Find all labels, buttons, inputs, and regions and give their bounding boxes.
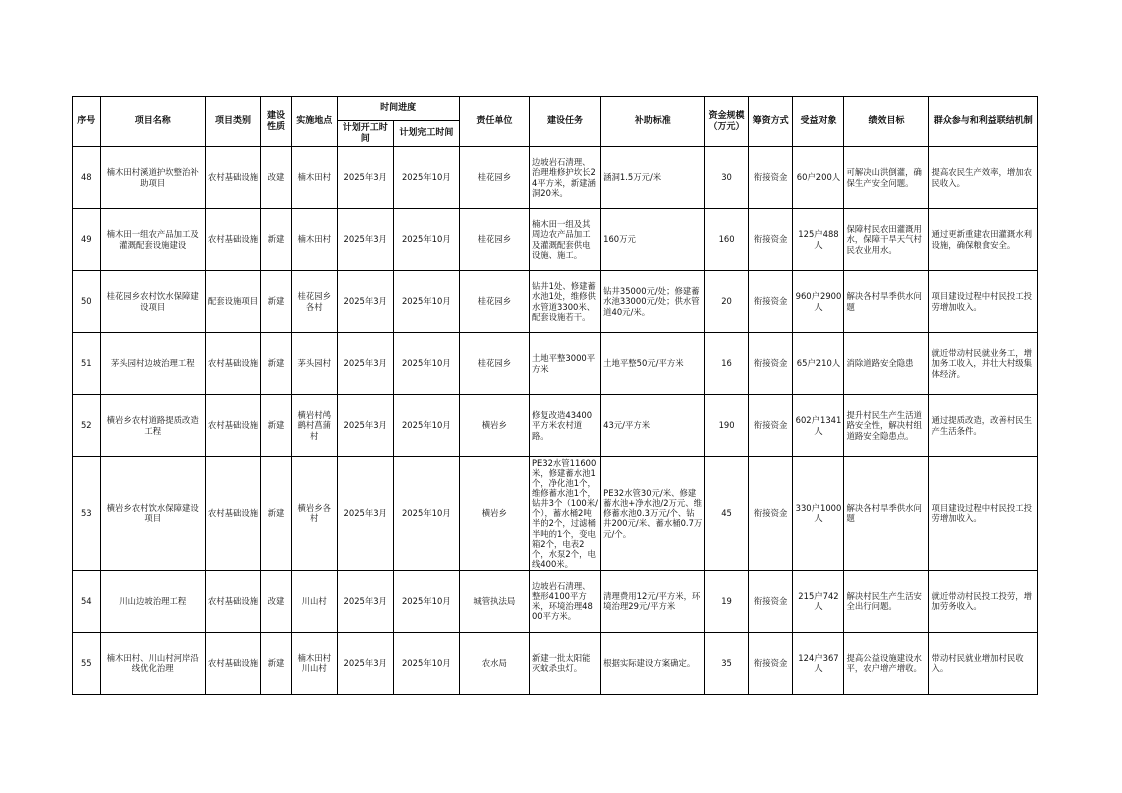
cell-start: 2025年3月: [337, 570, 393, 632]
table-row: [73, 271, 1038, 333]
cell-seq: 52: [73, 395, 101, 457]
cell-nature: 新建: [261, 632, 292, 694]
cell-beneficiary: 65户210人: [793, 333, 844, 395]
cell-seq: 50: [73, 271, 101, 333]
header-task: 建设任务: [529, 97, 600, 147]
cell-subsidy: 160万元: [601, 209, 705, 271]
cell-nature: 改建: [261, 147, 292, 209]
cell-fund: 19: [705, 570, 749, 632]
cell-goal: 解决村民生产生活安全出行问题。: [844, 570, 929, 632]
cell-task: 边坡岩石清理、治理堆修护坎长24平方米，新建涵洞20米。: [529, 147, 600, 209]
header-location: 实施地点: [291, 97, 337, 147]
cell-task: 修复改造43400平方米农村道路。: [529, 395, 600, 457]
cell-mechanism: 通过提质改造，改善村民生产生活条件。: [929, 395, 1038, 457]
cell-task: 边坡岩石清理、整形4100平方米，环境治理4800平方米。: [529, 570, 600, 632]
cell-subsidy: 根据实际建设方案确定。: [601, 632, 705, 694]
cell-location: 横岩乡各村: [291, 457, 337, 571]
cell-seq: 55: [73, 632, 101, 694]
header-start: 计划开工时间: [337, 121, 393, 147]
header-fund: 资金规模（万元）: [705, 97, 749, 147]
cell-subsidy: PE32水管30元/米、修建蓄水池+净水池/2万元、维修蓄水池0.3万元/个、钻井200元/米、蓄水桶0.7万元/个。: [601, 457, 705, 571]
cell-seq: 49: [73, 209, 101, 271]
cell-beneficiary: 602户1341人: [793, 395, 844, 457]
table-row: [73, 333, 1038, 395]
cell-start: 2025年3月: [337, 632, 393, 694]
cell-mechanism: 带动村民就业增加村民收入。: [929, 632, 1038, 694]
cell-category: 农村基础设施: [205, 457, 260, 571]
header-schedule: 时间进度: [337, 97, 459, 121]
header-nature: 建设性质: [261, 97, 292, 147]
cell-end: 2025年10月: [393, 570, 459, 632]
cell-subsidy: 钻井35000元/处；修建蓄水池33000元/处；供水管道40元/米。: [601, 271, 705, 333]
cell-project-name: 楠木田村溪道护坎整治补助项目: [100, 147, 205, 209]
header-end: 计划完工时间: [393, 121, 459, 147]
cell-unit: 桂花园乡: [459, 333, 529, 395]
cell-end: 2025年10月: [393, 147, 459, 209]
table-row: [73, 147, 1038, 209]
cell-beneficiary: 60户200人: [793, 147, 844, 209]
cell-goal: 解决各村旱季供水问题: [844, 271, 929, 333]
table-row: [73, 632, 1038, 694]
cell-mechanism: 就近带动村民投工投劳，增加劳务收入。: [929, 570, 1038, 632]
cell-category: 农村基础设施: [205, 395, 260, 457]
cell-category: 农村基础设施: [205, 209, 260, 271]
cell-project-name: 楠木田村、川山村河岸沿线优化治理: [100, 632, 205, 694]
cell-start: 2025年3月: [337, 457, 393, 571]
cell-location: 川山村: [291, 570, 337, 632]
cell-fund: 190: [705, 395, 749, 457]
cell-seq: 51: [73, 333, 101, 395]
cell-location: 桂花园乡各村: [291, 271, 337, 333]
cell-goal: 提高公益设施建设水平，农户增产增收。: [844, 632, 929, 694]
cell-end: 2025年10月: [393, 333, 459, 395]
cell-location: 楠木田村川山村: [291, 632, 337, 694]
cell-mechanism: 提高农民生产效率，增加农民收入。: [929, 147, 1038, 209]
cell-fund: 16: [705, 333, 749, 395]
cell-category: 配套设施项目: [205, 271, 260, 333]
cell-goal: 保障村民农田灌溉用水，保障干旱天气村民农业用水。: [844, 209, 929, 271]
cell-mechanism: 就近带动村民就业务工，增加务工收入，并壮大村级集体经济。: [929, 333, 1038, 395]
cell-location: 横岩村鸬鹚村菖蒲村: [291, 395, 337, 457]
cell-unit: 城管执法局: [459, 570, 529, 632]
cell-nature: 新建: [261, 271, 292, 333]
cell-fund: 160: [705, 209, 749, 271]
cell-start: 2025年3月: [337, 395, 393, 457]
cell-unit: 横岩乡: [459, 395, 529, 457]
cell-funding: 衔接资金: [748, 570, 793, 632]
cell-unit: 桂花园乡: [459, 271, 529, 333]
header-unit: 责任单位: [459, 97, 529, 147]
cell-nature: 新建: [261, 457, 292, 571]
cell-subsidy: 土地平整50元/平方米: [601, 333, 705, 395]
cell-location: 楠木田村: [291, 147, 337, 209]
cell-mechanism: 项目建设过程中村民投工投劳增加收入。: [929, 457, 1038, 571]
cell-goal: 解决各村旱季供水问题: [844, 457, 929, 571]
cell-project-name: 横岩乡农村饮水保障建设项目: [100, 457, 205, 571]
cell-category: 农村基础设施: [205, 570, 260, 632]
cell-fund: 35: [705, 632, 749, 694]
cell-nature: 改建: [261, 570, 292, 632]
header-goal: 绩效目标: [844, 97, 929, 147]
cell-goal: 消除道路安全隐患: [844, 333, 929, 395]
cell-location: 茅头园村: [291, 333, 337, 395]
cell-beneficiary: 125户488人: [793, 209, 844, 271]
cell-funding: 衔接资金: [748, 209, 793, 271]
table-row: [73, 395, 1038, 457]
cell-location: 楠木田村: [291, 209, 337, 271]
cell-task: 楠木田一组及其周边农产品加工及灌溉配套供电设施、施工。: [529, 209, 600, 271]
header-name: 项目名称: [100, 97, 205, 147]
cell-subsidy: 43元/平方米: [601, 395, 705, 457]
cell-start: 2025年3月: [337, 271, 393, 333]
cell-end: 2025年10月: [393, 395, 459, 457]
project-table: [72, 96, 1038, 695]
cell-task: 钻井1处、修建蓄水池1处，维修供水管道3300米、配套设施若干。: [529, 271, 600, 333]
cell-start: 2025年3月: [337, 333, 393, 395]
cell-seq: 53: [73, 457, 101, 571]
header-funding: 筹资方式: [748, 97, 793, 147]
cell-project-name: 桂花园乡农村饮水保障建设项目: [100, 271, 205, 333]
header-category: 项目类别: [205, 97, 260, 147]
cell-subsidy: 清理费用12元/平方米，环境治理29元/平方米: [601, 570, 705, 632]
cell-nature: 新建: [261, 209, 292, 271]
cell-nature: 新建: [261, 333, 292, 395]
cell-subsidy: 涵洞1.5万元/米: [601, 147, 705, 209]
cell-task: 土地平整3000平方米: [529, 333, 600, 395]
cell-fund: 45: [705, 457, 749, 571]
header-row: [73, 97, 1038, 121]
cell-start: 2025年3月: [337, 209, 393, 271]
cell-beneficiary: 960户2900人: [793, 271, 844, 333]
cell-end: 2025年10月: [393, 457, 459, 571]
table-row: [73, 209, 1038, 271]
cell-beneficiary: 124户367人: [793, 632, 844, 694]
table-row: [73, 457, 1038, 571]
cell-unit: 农水局: [459, 632, 529, 694]
table-row: [73, 570, 1038, 632]
cell-funding: 衔接资金: [748, 271, 793, 333]
cell-category: 农村基础设施: [205, 632, 260, 694]
cell-task: PE32水管11600米，修建蓄水池1个，净化池1个，维修蓄水池1个，钻井3个（100米/个），蓄水桶2吨半的2个，过滤桶半吨的1个，变电箱2个，电表2个，水泵2个，电线400米。: [529, 457, 600, 571]
cell-fund: 20: [705, 271, 749, 333]
cell-project-name: 川山边坡治理工程: [100, 570, 205, 632]
cell-end: 2025年10月: [393, 271, 459, 333]
header-subsidy: 补助标准: [601, 97, 705, 147]
cell-funding: 衔接资金: [748, 395, 793, 457]
cell-goal: 可解决山洪倒灌，确保生产安全问题。: [844, 147, 929, 209]
cell-fund: 30: [705, 147, 749, 209]
cell-beneficiary: 215户742人: [793, 570, 844, 632]
cell-category: 农村基础设施: [205, 147, 260, 209]
cell-unit: 桂花园乡: [459, 147, 529, 209]
table-body: [73, 147, 1038, 695]
cell-mechanism: 项目建设过程中村民投工投劳增加收入。: [929, 271, 1038, 333]
cell-seq: 48: [73, 147, 101, 209]
header-mechanism: 群众参与和利益联结机制: [929, 97, 1038, 147]
cell-funding: 衔接资金: [748, 632, 793, 694]
cell-mechanism: 通过更新重建农田灌溉水利设施，确保粮食安全。: [929, 209, 1038, 271]
cell-project-name: 楠木田一组农产品加工及灌溉配套设施建设: [100, 209, 205, 271]
cell-end: 2025年10月: [393, 209, 459, 271]
cell-unit: 横岩乡: [459, 457, 529, 571]
cell-project-name: 茅头园村边坡治理工程: [100, 333, 205, 395]
cell-funding: 衔接资金: [748, 147, 793, 209]
cell-project-name: 横岩乡农村道路提质改造工程: [100, 395, 205, 457]
header-beneficiary: 受益对象: [793, 97, 844, 147]
cell-unit: 桂花园乡: [459, 209, 529, 271]
cell-nature: 新建: [261, 395, 292, 457]
cell-seq: 54: [73, 570, 101, 632]
cell-funding: 衔接资金: [748, 457, 793, 571]
cell-end: 2025年10月: [393, 632, 459, 694]
cell-task: 新建一批太阳能灭蚊杀虫灯。: [529, 632, 600, 694]
cell-beneficiary: 330户1000人: [793, 457, 844, 571]
cell-funding: 衔接资金: [748, 333, 793, 395]
cell-category: 农村基础设施: [205, 333, 260, 395]
header-seq: 序号: [73, 97, 101, 147]
cell-start: 2025年3月: [337, 147, 393, 209]
cell-goal: 提升村民生产生活道路安全性，解决村组道路安全隐患点。: [844, 395, 929, 457]
